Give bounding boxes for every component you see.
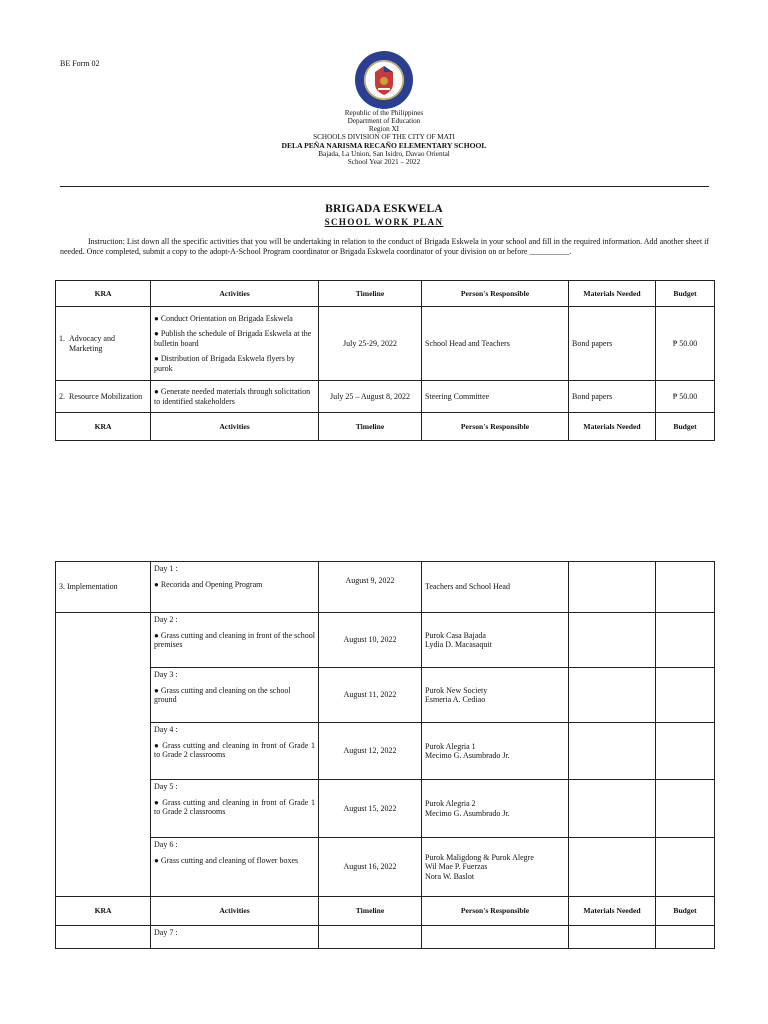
activity-item: ● Publish the schedule of Brigada Eskwela at the bulletin board — [154, 329, 312, 348]
person-line: Purok Alegria 2 — [425, 799, 476, 808]
activities-cell — [151, 780, 319, 838]
table-row — [56, 723, 715, 780]
school-name: DELA PEÑA NARISMA RECAÑO ELEMENTARY SCHOOL — [281, 141, 487, 150]
work-plan-table-1 — [55, 280, 715, 441]
kra-label: Advocacy and Marketing — [69, 334, 115, 353]
person-line: Lydia D. Macasaquit — [425, 640, 492, 649]
col-header-persons: Person's Responsible — [422, 897, 569, 926]
table-row — [56, 668, 715, 723]
kra-cell — [56, 381, 151, 413]
table-row — [56, 562, 715, 613]
persons-cell — [422, 926, 569, 949]
persons-cell — [422, 613, 569, 668]
header-divider — [60, 186, 709, 187]
budget-cell: ₱ 50.00 — [656, 307, 715, 381]
day-label: Day 6 : — [154, 840, 178, 849]
document-title: BRIGADA ESKWELA — [325, 203, 443, 215]
materials-cell — [569, 562, 656, 613]
deped-seal-icon — [354, 50, 414, 110]
timeline-cell: August 15, 2022 — [319, 780, 422, 838]
kra-label: Resource Mobilization — [69, 391, 143, 401]
person-line: Nora W. Baslot — [425, 871, 475, 881]
col-header-persons: Person's Responsible — [422, 413, 569, 441]
budget-cell — [656, 780, 715, 838]
kra-cell — [56, 307, 151, 381]
person-line: Mecimo G. Asumbrado Jr. — [425, 808, 510, 818]
header-division: SCHOOLS DIVISION OF THE CITY OF MATI — [313, 133, 455, 141]
activity-item: ● Grass cutting and cleaning in front of Grade 1 to Grade 2 classrooms — [154, 740, 315, 759]
table-row — [56, 926, 715, 949]
table-header-row — [56, 413, 715, 441]
materials-cell: Bond papers — [569, 381, 656, 413]
persons-cell — [422, 562, 569, 613]
timeline-cell: August 12, 2022 — [319, 723, 422, 780]
persons-cell — [422, 838, 569, 897]
materials-cell — [569, 780, 656, 838]
materials-cell: Bond papers — [569, 307, 656, 381]
person-line: Wil Mae P. Fuerzas — [425, 862, 488, 872]
budget-cell: ₱ 50.00 — [656, 381, 715, 413]
person-line: Purok Maligdong & Purok Alegre — [425, 852, 534, 862]
col-header-activities: Activities — [151, 281, 319, 307]
instruction-text: Instruction: List down all the specific activities that you will be undertaking in relation to the conduct of Brigada Eskwela in your school and fill in the required information. Add another sheet if needed. Once completed, submit a copy to the adopt-A-School Program coordinator or Brigada Eskwela coordinator of your division on or before __________. — [60, 237, 709, 256]
persons-cell — [422, 780, 569, 838]
col-header-activities: Activities — [151, 413, 319, 441]
col-header-budget: Budget — [656, 413, 715, 441]
budget-cell — [656, 723, 715, 780]
materials-cell — [569, 838, 656, 897]
materials-cell — [569, 613, 656, 668]
budget-cell — [656, 562, 715, 613]
kra-item — [59, 392, 147, 402]
activity-item: ● Grass cutting and cleaning in front of Grade 1 to Grade 2 classrooms — [154, 797, 315, 816]
header-republic: Republic of the Philippines — [344, 109, 424, 117]
col-header-timeline: Timeline — [319, 281, 422, 307]
day-label: Day 7 : — [154, 928, 178, 937]
kra-cell — [56, 926, 151, 949]
kra-item — [59, 334, 147, 353]
activities-cell — [151, 381, 319, 413]
table-row — [56, 838, 715, 897]
activity-item: ● Recorida and Opening Program — [154, 579, 263, 589]
col-header-activities: Activities — [151, 897, 319, 926]
person-line: Teachers and School Head — [425, 582, 510, 592]
persons-cell: School Head and Teachers — [422, 307, 569, 381]
persons-cell — [422, 723, 569, 780]
activities-cell — [151, 723, 319, 780]
table-row — [56, 381, 715, 413]
materials-cell — [569, 668, 656, 723]
activity-item: ● Grass cutting and cleaning on the school ground — [154, 685, 291, 704]
col-header-timeline: Timeline — [319, 897, 422, 926]
timeline-cell — [319, 926, 422, 949]
timeline-cell: July 25 – August 8, 2022 — [319, 381, 422, 413]
day-label: Day 2 : — [154, 615, 178, 624]
persons-cell: Steering Committee — [422, 381, 569, 413]
kra-number: 1. — [59, 334, 65, 343]
col-header-budget: Budget — [656, 897, 715, 926]
materials-cell — [569, 926, 656, 949]
table-header-row — [56, 281, 715, 307]
budget-cell — [656, 668, 715, 723]
day-label: Day 1 : — [154, 564, 178, 573]
table-header-row — [56, 897, 715, 926]
materials-cell — [569, 723, 656, 780]
person-line: Purok Casa Bajada — [425, 630, 486, 640]
col-header-materials: Materials Needed — [569, 897, 656, 926]
timeline-cell: July 25-29, 2022 — [319, 307, 422, 381]
col-header-kra: KRA — [56, 897, 151, 926]
budget-cell — [656, 838, 715, 897]
col-header-materials: Materials Needed — [569, 281, 656, 307]
person-line: Esmeria A. Cediao — [425, 695, 486, 704]
col-header-kra: KRA — [56, 413, 151, 441]
work-plan-table-2 — [55, 561, 715, 949]
activity-item: ● Distribution of Brigada Eskwela flyers by purok — [154, 354, 295, 373]
form-code: BE Form 02 — [60, 59, 100, 68]
budget-cell — [656, 613, 715, 668]
col-header-persons: Person's Responsible — [422, 281, 569, 307]
kra-cell-empty — [56, 613, 151, 897]
activities-cell — [151, 613, 319, 668]
header-department: Department of Education — [347, 117, 421, 125]
activities-cell — [151, 307, 319, 381]
table-row — [56, 307, 715, 381]
timeline-cell: August 10, 2022 — [319, 613, 422, 668]
person-line: Mecimo G. Asumbrado Jr. — [425, 751, 510, 760]
header-region: Region XI — [368, 125, 400, 133]
activities-cell — [151, 562, 319, 613]
timeline-cell: August 11, 2022 — [319, 668, 422, 723]
timeline-cell: August 16, 2022 — [319, 838, 422, 897]
activities-cell — [151, 838, 319, 897]
timeline-cell: August 9, 2022 — [319, 562, 422, 613]
budget-cell — [656, 926, 715, 949]
day-label: Day 3 : — [154, 670, 178, 679]
activities-cell — [151, 668, 319, 723]
activity-item: ● Conduct Orientation on Brigada Eskwela — [154, 313, 293, 323]
col-header-materials: Materials Needed — [569, 413, 656, 441]
table-row — [56, 613, 715, 668]
person-line: Purok New Society — [425, 685, 488, 695]
col-header-kra: KRA — [56, 281, 151, 307]
header-address: Bajada, La Union, San Isidro, Davao Oriental — [318, 150, 450, 158]
activities-cell — [151, 926, 319, 949]
document-subtitle: SCHOOL WORK PLAN — [324, 217, 444, 227]
activity-item: ● Generate needed materials through solicitation to identified stakeholders — [154, 387, 311, 406]
table-row — [56, 780, 715, 838]
kra-number: 2. — [59, 391, 65, 401]
col-header-timeline: Timeline — [319, 413, 422, 441]
header-school-year: School Year 2021 – 2022 — [347, 158, 421, 166]
day-label: Day 5 : — [154, 782, 178, 791]
col-header-budget: Budget — [656, 281, 715, 307]
activity-item: ● Grass cutting and cleaning in front of the school premises — [154, 630, 316, 649]
persons-cell — [422, 668, 569, 723]
person-line: Purok Alegria 1 — [425, 741, 476, 751]
kra-cell: 3. Implementation — [56, 562, 151, 613]
day-label: Day 4 : — [154, 725, 178, 734]
activity-item: ● Grass cutting and cleaning of flower boxes — [154, 855, 299, 865]
